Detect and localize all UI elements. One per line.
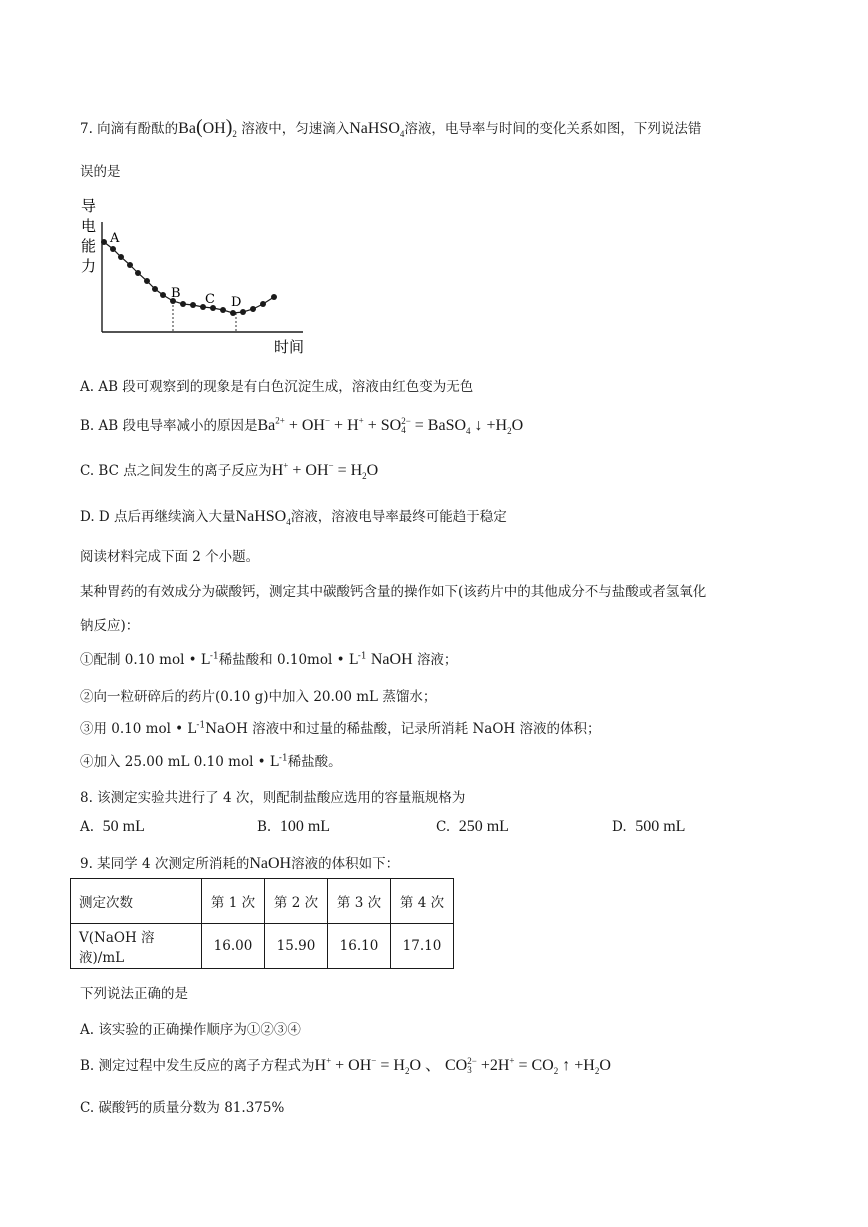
table-row-label: V(NaOH 溶液)/mL [71, 924, 202, 969]
conductivity-curve [104, 242, 274, 313]
point-label-c: C [205, 292, 215, 307]
point-label-d: D [231, 295, 242, 310]
q8-stem: 8. 该测定实验共进行了 4 次，则配制盐酸应选用的容量瓶规格为 [80, 790, 466, 806]
q9-follow: 下列说法正确的是 [80, 986, 188, 1002]
q9-option-c: C. 碳酸钙的质量分数为 81.375% [80, 1100, 285, 1116]
step-1: ①配制 0.10 mol • $L^{-1}$稀盐酸和 0.10mol • $L^{-1}$ NaOH 溶液； [80, 651, 458, 668]
formula-nahso4: NaHSO$_4$ [235, 508, 291, 528]
table-cell: 17.10 [391, 924, 454, 969]
q9-option-a: A. 该实验的正确操作顺序为①②③④ [80, 1022, 301, 1038]
x-axis-label: 时间 [274, 338, 305, 356]
step-4: ④加入 25.00 mL 0.10 mol • $L^{-1}$稀盐酸。 [80, 753, 342, 770]
q8-option-b: B. 100 mL [257, 818, 331, 835]
q8-option-c: C. 250 mL [436, 818, 509, 835]
q9-option-b: B. 测定过程中发生反应的离子方程式为$H^+ + OH^- = H_2O$ 、 CO2− $3 +2H^+ = CO_2$ ↑ $+H_2O$ [80, 1055, 611, 1077]
y-axis-label-char: 导 [81, 197, 97, 215]
q7-option-b: B. AB 段电导率减小的原因是$Ba^{2+} + OH^- + H^+ + SO2-$ 4 = BaSO$_4$ ↓ $+H_2O$ [80, 415, 524, 437]
table-header-cell: 第 2 次 [265, 879, 328, 924]
material-desc-line2: 钠反应)： [80, 618, 140, 634]
table-header-row [71, 879, 454, 924]
equation-b: $Ba^{2+} + OH^- + H^+ + SO2-$ 4 = BaSO$_4$ ↓ $+H_2O$ [257, 415, 524, 437]
table-header-cell: 第 3 次 [328, 879, 391, 924]
equation-q9b: $H^+ + OH^- = H_2O$ 、 CO2− $3 +2H^+ = CO_2$ ↑ $+H_2O$ [314, 1055, 611, 1077]
table-header-cell: 测定次数 [71, 879, 202, 924]
q7-option-c: C. BC 点之间发生的离子反应为$H^+ + OH^- = H_2O$ [80, 460, 379, 482]
equation-c: $H^+ + OH^- = H_2O$ [271, 460, 379, 482]
formula-baoh2: $Ba(OH)_2$ [178, 116, 237, 140]
q7-stem-line1: 7. 向滴有酚酞的$Ba(OH)_2$ 溶液中，匀速滴入NaHSO$_4$溶液，电导率与时间的变化关系如图，下列说法错 [80, 116, 702, 140]
table-header-cell: 第 1 次 [202, 879, 265, 924]
table-cell: 15.90 [265, 924, 328, 969]
q7-option-a: A. AB 段可观察到的现象是有白色沉淀生成，溶液由红色变为无色 [80, 379, 474, 395]
y-axis-label-char: 能 [81, 237, 97, 255]
q7-stem-line2: 误的是 [80, 164, 121, 180]
q8-option-d: D. 500 mL [612, 818, 686, 835]
step-3: ③用 0.10 mol • $L^{-1}NaOH$ 溶液中和过量的稀盐酸，记录所消耗 NaOH 溶液的体积； [80, 720, 601, 737]
table-row [71, 924, 454, 969]
formula-nahso4: NaHSO$_4$ [349, 120, 405, 140]
step-2: ②向一粒研碎后的药片(0.10 g)中加入 20.00 mL 蒸馏水； [80, 689, 437, 705]
y-axis-label-char: 力 [81, 257, 97, 275]
conductivity-chart [78, 192, 318, 357]
table-header-cell: 第 4 次 [391, 879, 454, 924]
y-axis-label-char: 电 [81, 217, 97, 235]
point-label-a: A [110, 231, 120, 246]
q9-stem: 9. 某同学 4 次测定所消耗的NaOH溶液的体积如下： [80, 855, 400, 872]
point-label-b: B [171, 286, 181, 301]
measurement-table [70, 878, 454, 969]
material-desc-line1: 某种胃药的有效成分为碳酸钙，测定其中碳酸钙含量的操作如下(该药片中的其他成分不与盐酸或者氢氧化 [80, 584, 707, 600]
q8-option-a: A. 50 mL [80, 818, 145, 835]
table-cell: 16.10 [328, 924, 391, 969]
table-cell: 16.00 [202, 924, 265, 969]
material-intro: 阅读材料完成下面 2 个小题。 [80, 549, 260, 565]
q7-option-d: D. D 点后再继续滴入大量NaHSO$_4$溶液，溶液电导率最终可能趋于稳定 [80, 508, 507, 528]
